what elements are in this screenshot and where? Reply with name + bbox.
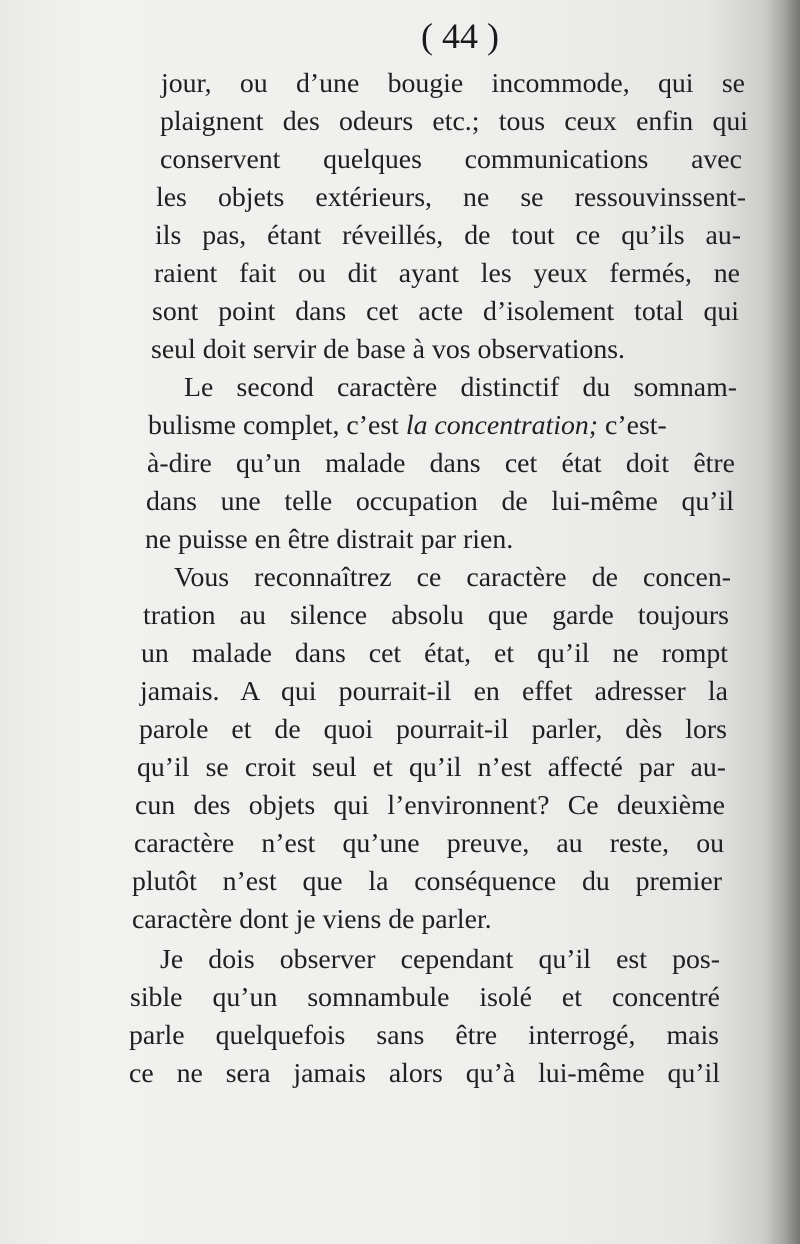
text-line: caractère dont je viens de parler. <box>132 904 492 935</box>
italic-term: la concentration; <box>405 410 599 441</box>
text-line: ne puisse en être distrait par rien. <box>145 524 514 555</box>
text-line: sible qu’un somnambule isolé et concentré <box>130 982 720 1013</box>
text-line: un malade dans cet état, et qu’il ne rompt <box>141 638 728 669</box>
text-line <box>148 407 736 445</box>
text-line: ce ne sera jamais alors qu’à lui-même qu’il <box>129 1058 720 1089</box>
text-line: Vous reconnaîtrez ce caractère de concen- <box>174 562 731 593</box>
text-line: parole et de quoi pourrait-il parler, dès lors <box>139 714 727 745</box>
text-line: qu’il se croit seul et qu’il n’est affecté par au- <box>137 752 726 783</box>
text-line: ils pas, étant réveillés, de tout ce qu’ils au- <box>155 220 741 251</box>
text-line: caractère n’est qu’une preuve, au reste, ou <box>134 828 724 859</box>
text-span: c’est- <box>605 410 667 441</box>
text-line: sont point dans cet acte d’isolement total qui <box>152 296 739 327</box>
text-line: conservent quelques communications avec <box>160 144 742 175</box>
text-line: les objets extérieurs, ne se ressouvinssent- <box>156 182 746 213</box>
text-line: seul doit servir de base à vos observations. <box>151 334 625 365</box>
text-line: dans une telle occupation de lui-même qu’il <box>146 486 734 517</box>
text-line: plutôt n’est que la conséquence du premier <box>132 866 722 897</box>
text-line: raient fait ou dit ayant les yeux fermés, ne <box>154 258 740 289</box>
text-line: tration au silence absolu que garde toujours <box>143 600 729 631</box>
text-line: jour, ou d’une bougie incommode, qui se <box>161 68 745 99</box>
text-span: bulisme complet, c’est <box>148 410 399 441</box>
page-number: ( 44 ) <box>421 16 499 56</box>
text-line: Je dois observer cependant qu’il est pos- <box>160 944 720 975</box>
text-line: parle quelquefois sans être interrogé, mais <box>129 1020 719 1051</box>
text-line: jamais. A qui pourrait-il en effet adresser la <box>140 676 728 707</box>
text-line: plaignent des odeurs etc.; tous ceux enfin qui <box>160 106 748 137</box>
text-line: Le second caractère distinctif du somnam- <box>184 372 737 403</box>
text-line: cun des objets qui l’environnent? Ce deuxième <box>135 790 725 821</box>
text-line: à-dire qu’un malade dans cet état doit être <box>147 448 735 479</box>
